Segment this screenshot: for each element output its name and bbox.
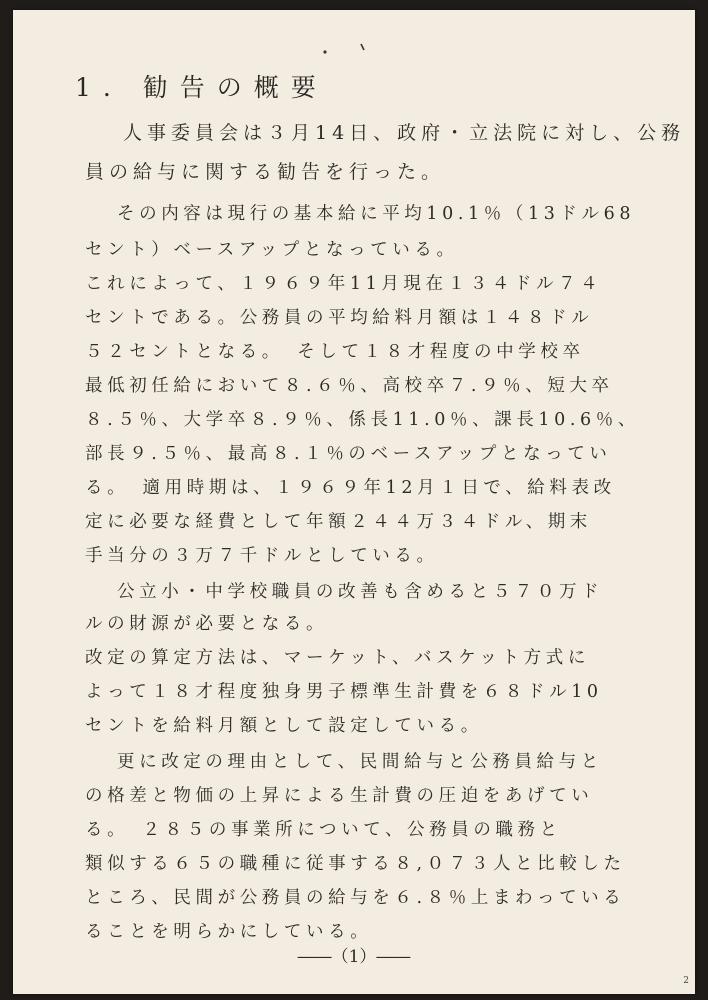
text-line: これによって、１９６９年11月現在１３４ドル７４ — [85, 274, 603, 294]
text-line: 人事委員会は３月14日、政府・立法院に対し、公務 — [123, 122, 686, 144]
text-line: 最低初任給において８.６％、高校卒７.９％、短大卒 — [85, 376, 614, 396]
text-line: セント）ベースアップとなっている。 — [85, 240, 459, 260]
text-line: る。 ２８５の事業所について、公務員の職務と — [85, 820, 562, 840]
corner-mark: 2 — [683, 976, 689, 986]
text-line: ルの財源が必要となる。 — [85, 614, 329, 634]
text-line: ることを明らかにしている。 — [85, 922, 373, 942]
stray-marks — [313, 38, 373, 58]
text-line: 手当分の３万７千ドルとしている。 — [85, 546, 439, 566]
text-line: セントを給料月額として設定している。 — [85, 716, 483, 736]
page-number: ――（1）―― — [297, 947, 411, 967]
text-line: 更に改定の理由として、民間給与と公務員給与と — [117, 752, 603, 772]
text-line: ８.５％、大学卒８.９％、係長11.0％、課長10.6％、 — [85, 410, 640, 430]
text-line: 公立小・中学校職員の改善も含めると５７０万ド — [117, 582, 604, 602]
text-line: ところ、民間が公務員の給与を６.８％上まわっている — [85, 888, 626, 908]
text-line: 部長９.５％、最高８.１％のベースアップとなってい — [85, 444, 612, 464]
text-line: 定に必要な経費として年額２４４万３４ドル、期末 — [85, 512, 592, 532]
document-page — [13, 10, 695, 994]
text-line: 類似する６５の職種に従事する８,０７３人と比較した — [85, 854, 626, 874]
text-line: セントである。公務員の平均給料月額は１４８ドル — [85, 308, 594, 328]
text-line: その内容は現行の基本給に平均10.1％（13ドル68 — [117, 204, 636, 224]
text-line: よって１８才程度独身男子標準生計費を６８ドル10 — [85, 682, 603, 702]
section-heading: 1. 勧告の概要 — [75, 73, 328, 102]
text-line: る。 適用時期は、１９６９年12月１日で、給料表改 — [85, 478, 616, 498]
text-line: 改定の算定方法は、マーケット、バスケット方式に — [85, 648, 590, 668]
text-line: の格差と物価の上昇による生計費の圧迫をあげてい — [85, 786, 594, 806]
text-line: ５２セントとなる。 そして１８才程度の中学校卒 — [85, 342, 585, 362]
text-line: 員の給与に関する勧告を行った。 — [85, 161, 446, 183]
